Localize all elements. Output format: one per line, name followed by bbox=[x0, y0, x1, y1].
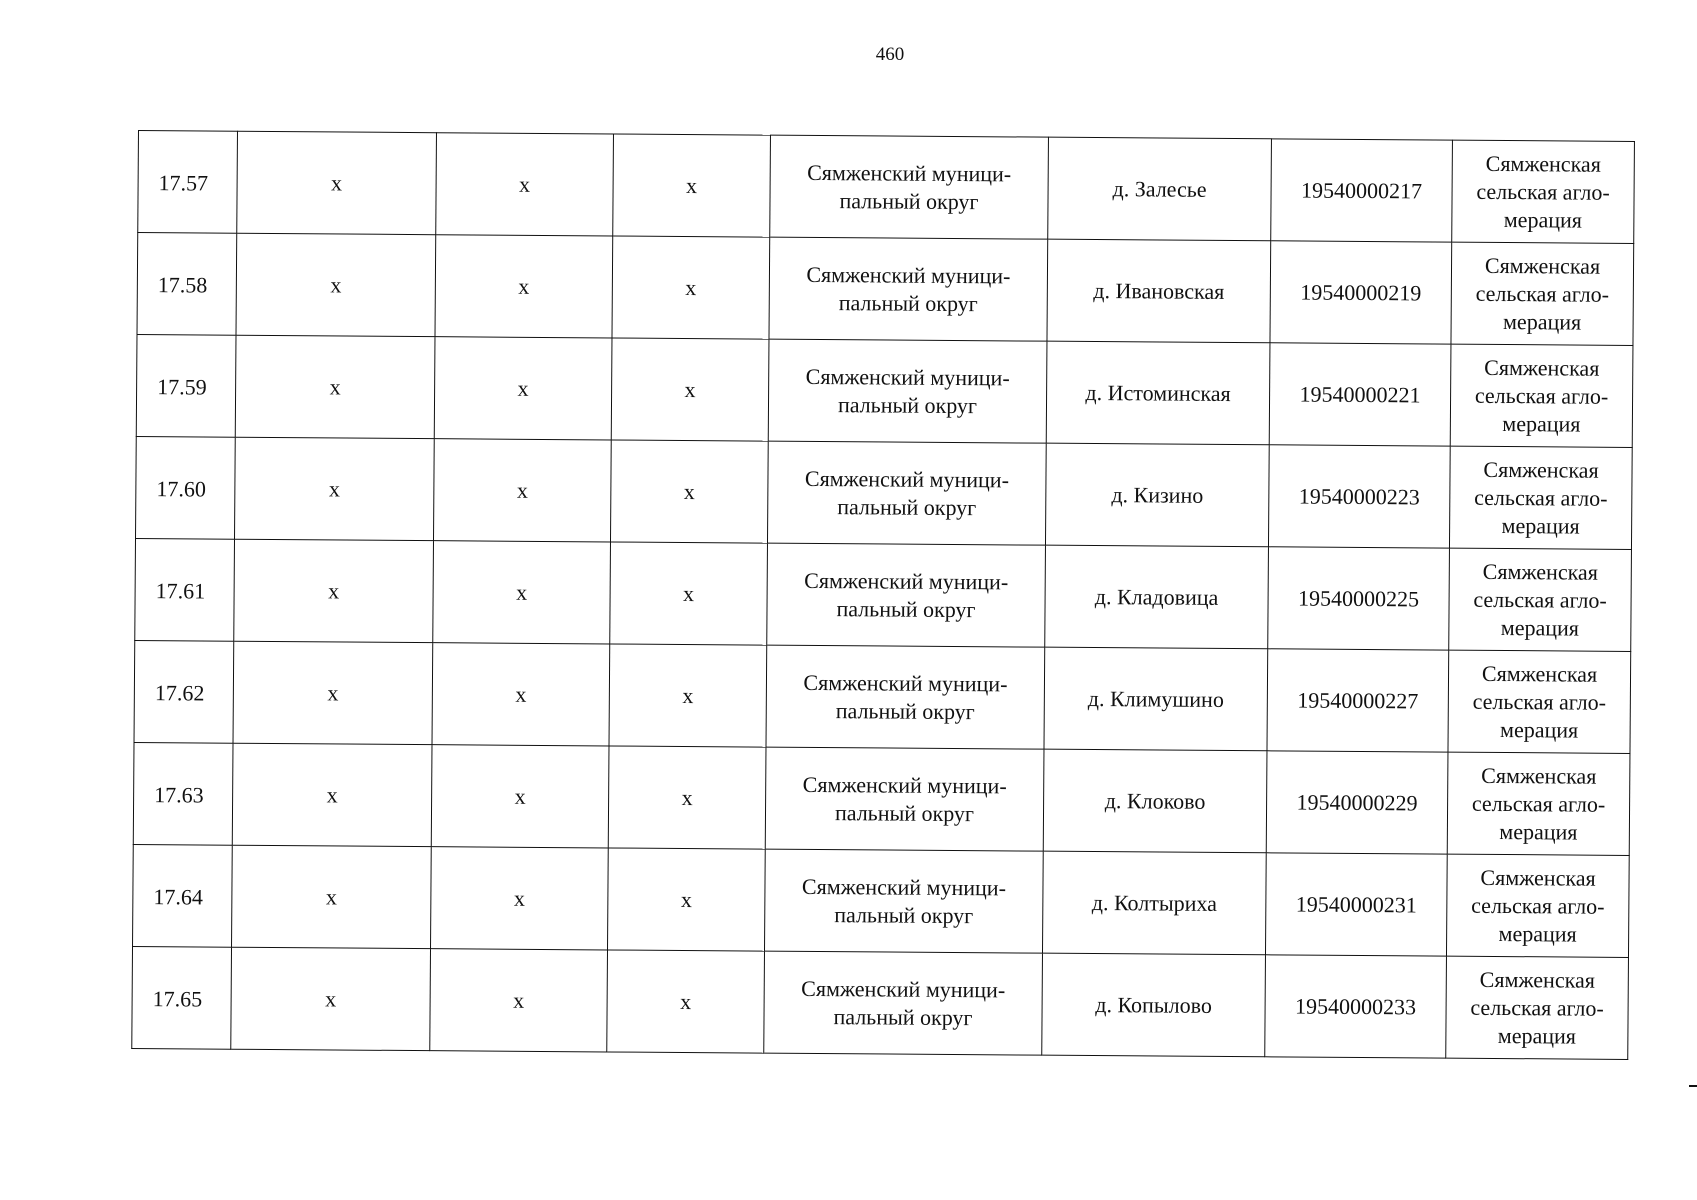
agglomeration-cell: Сямженская сельская агло-мерация bbox=[1450, 344, 1633, 447]
table-row bbox=[133, 844, 1630, 957]
code-cell: 19540000221 bbox=[1269, 343, 1451, 446]
mark-cell: x bbox=[433, 541, 611, 644]
mark-cell: x bbox=[613, 134, 771, 237]
mark-cell: x bbox=[432, 643, 610, 746]
mark-cell: x bbox=[235, 437, 435, 540]
row-number: 17.62 bbox=[134, 640, 234, 743]
agglomeration-cell: Сямженская сельская агло-мерация bbox=[1448, 650, 1631, 753]
code-cell: 19540000217 bbox=[1271, 139, 1453, 242]
code-cell: 19540000231 bbox=[1265, 853, 1447, 956]
row-number: 17.63 bbox=[133, 742, 233, 845]
mark-cell: x bbox=[608, 746, 766, 849]
mark-cell: x bbox=[232, 845, 432, 948]
settlement-cell: д. Кладовица bbox=[1045, 545, 1269, 649]
mark-cell: x bbox=[608, 848, 766, 951]
district-cell: Сямженский муници-пальный округ bbox=[768, 339, 1047, 443]
registry-table-container bbox=[131, 130, 1634, 1060]
agglomeration-cell: Сямженская сельская агло-мерация bbox=[1449, 548, 1632, 651]
mark-cell: x bbox=[612, 236, 770, 339]
district-cell: Сямженский муници-пальный округ bbox=[766, 645, 1045, 749]
row-number: 17.64 bbox=[133, 844, 233, 947]
agglomeration-cell: Сямженская сельская агло-мерация bbox=[1452, 140, 1635, 243]
mark-cell: x bbox=[430, 949, 608, 1052]
table-row bbox=[133, 742, 1630, 855]
table-row bbox=[135, 538, 1632, 651]
page-number: 460 bbox=[875, 44, 905, 65]
mark-cell: x bbox=[235, 335, 435, 438]
mark-cell: x bbox=[436, 133, 614, 236]
row-number: 17.59 bbox=[136, 334, 236, 437]
row-number: 17.61 bbox=[135, 538, 235, 641]
table-row bbox=[138, 131, 1635, 244]
table-row bbox=[137, 233, 1634, 346]
mark-cell: x bbox=[431, 745, 609, 848]
mark-cell: x bbox=[610, 542, 768, 645]
district-cell: Сямженский муници-пальный округ bbox=[767, 441, 1046, 545]
code-cell: 19540000229 bbox=[1266, 751, 1448, 854]
agglomeration-cell: Сямженская сельская агло-мерация bbox=[1446, 854, 1629, 957]
district-cell: Сямженский муници-пальный округ bbox=[764, 951, 1043, 1055]
mark-cell: x bbox=[611, 338, 769, 441]
code-cell: 19540000219 bbox=[1270, 241, 1452, 344]
settlement-cell: д. Истоминская bbox=[1046, 341, 1270, 445]
mark-cell: x bbox=[232, 743, 432, 846]
settlement-cell: д. Кизино bbox=[1045, 443, 1269, 547]
scan-edge-mark bbox=[1689, 1085, 1697, 1087]
row-number: 17.60 bbox=[136, 436, 236, 539]
settlement-cell: д. Залесье bbox=[1048, 137, 1272, 241]
district-cell: Сямженский муници-пальный округ bbox=[770, 135, 1049, 239]
row-number: 17.57 bbox=[138, 131, 238, 234]
table-row bbox=[132, 946, 1629, 1059]
mark-cell: x bbox=[610, 440, 768, 543]
mark-cell: x bbox=[431, 847, 609, 950]
mark-cell: x bbox=[231, 947, 431, 1050]
row-number: 17.65 bbox=[132, 946, 232, 1049]
table-row bbox=[134, 640, 1631, 753]
district-cell: Сямженский муници-пальный округ bbox=[764, 849, 1043, 953]
district-cell: Сямженский муници-пальный округ bbox=[769, 237, 1048, 341]
agglomeration-cell: Сямженская сельская агло-мерация bbox=[1446, 956, 1629, 1059]
registry-table bbox=[131, 130, 1635, 1060]
mark-cell: x bbox=[237, 131, 437, 234]
mark-cell: x bbox=[233, 641, 433, 744]
code-cell: 19540000223 bbox=[1268, 445, 1450, 548]
mark-cell: x bbox=[435, 235, 613, 338]
row-number: 17.58 bbox=[137, 233, 237, 336]
mark-cell: x bbox=[236, 233, 436, 336]
code-cell: 19540000225 bbox=[1268, 547, 1450, 650]
settlement-cell: д. Копылово bbox=[1042, 953, 1266, 1057]
code-cell: 19540000227 bbox=[1267, 649, 1449, 752]
district-cell: Сямженский муници-пальный округ bbox=[765, 747, 1044, 851]
mark-cell: x bbox=[434, 337, 612, 440]
settlement-cell: д. Ивановская bbox=[1047, 239, 1271, 343]
table-row bbox=[136, 334, 1633, 447]
mark-cell: x bbox=[609, 644, 767, 747]
mark-cell: x bbox=[607, 950, 765, 1053]
agglomeration-cell: Сямженская сельская агло-мерация bbox=[1449, 446, 1632, 549]
agglomeration-cell: Сямженская сельская агло-мерация bbox=[1447, 752, 1630, 855]
table-row bbox=[136, 436, 1633, 549]
settlement-cell: д. Клоково bbox=[1043, 749, 1267, 853]
settlement-cell: д. Колтыриха bbox=[1042, 851, 1266, 955]
mark-cell: x bbox=[433, 439, 611, 542]
settlement-cell: д. Климушино bbox=[1044, 647, 1268, 751]
code-cell: 19540000233 bbox=[1265, 955, 1447, 1058]
district-cell: Сямженский муници-пальный округ bbox=[767, 543, 1046, 647]
agglomeration-cell: Сямженская сельская агло-мерация bbox=[1451, 242, 1634, 345]
mark-cell: x bbox=[234, 539, 434, 642]
